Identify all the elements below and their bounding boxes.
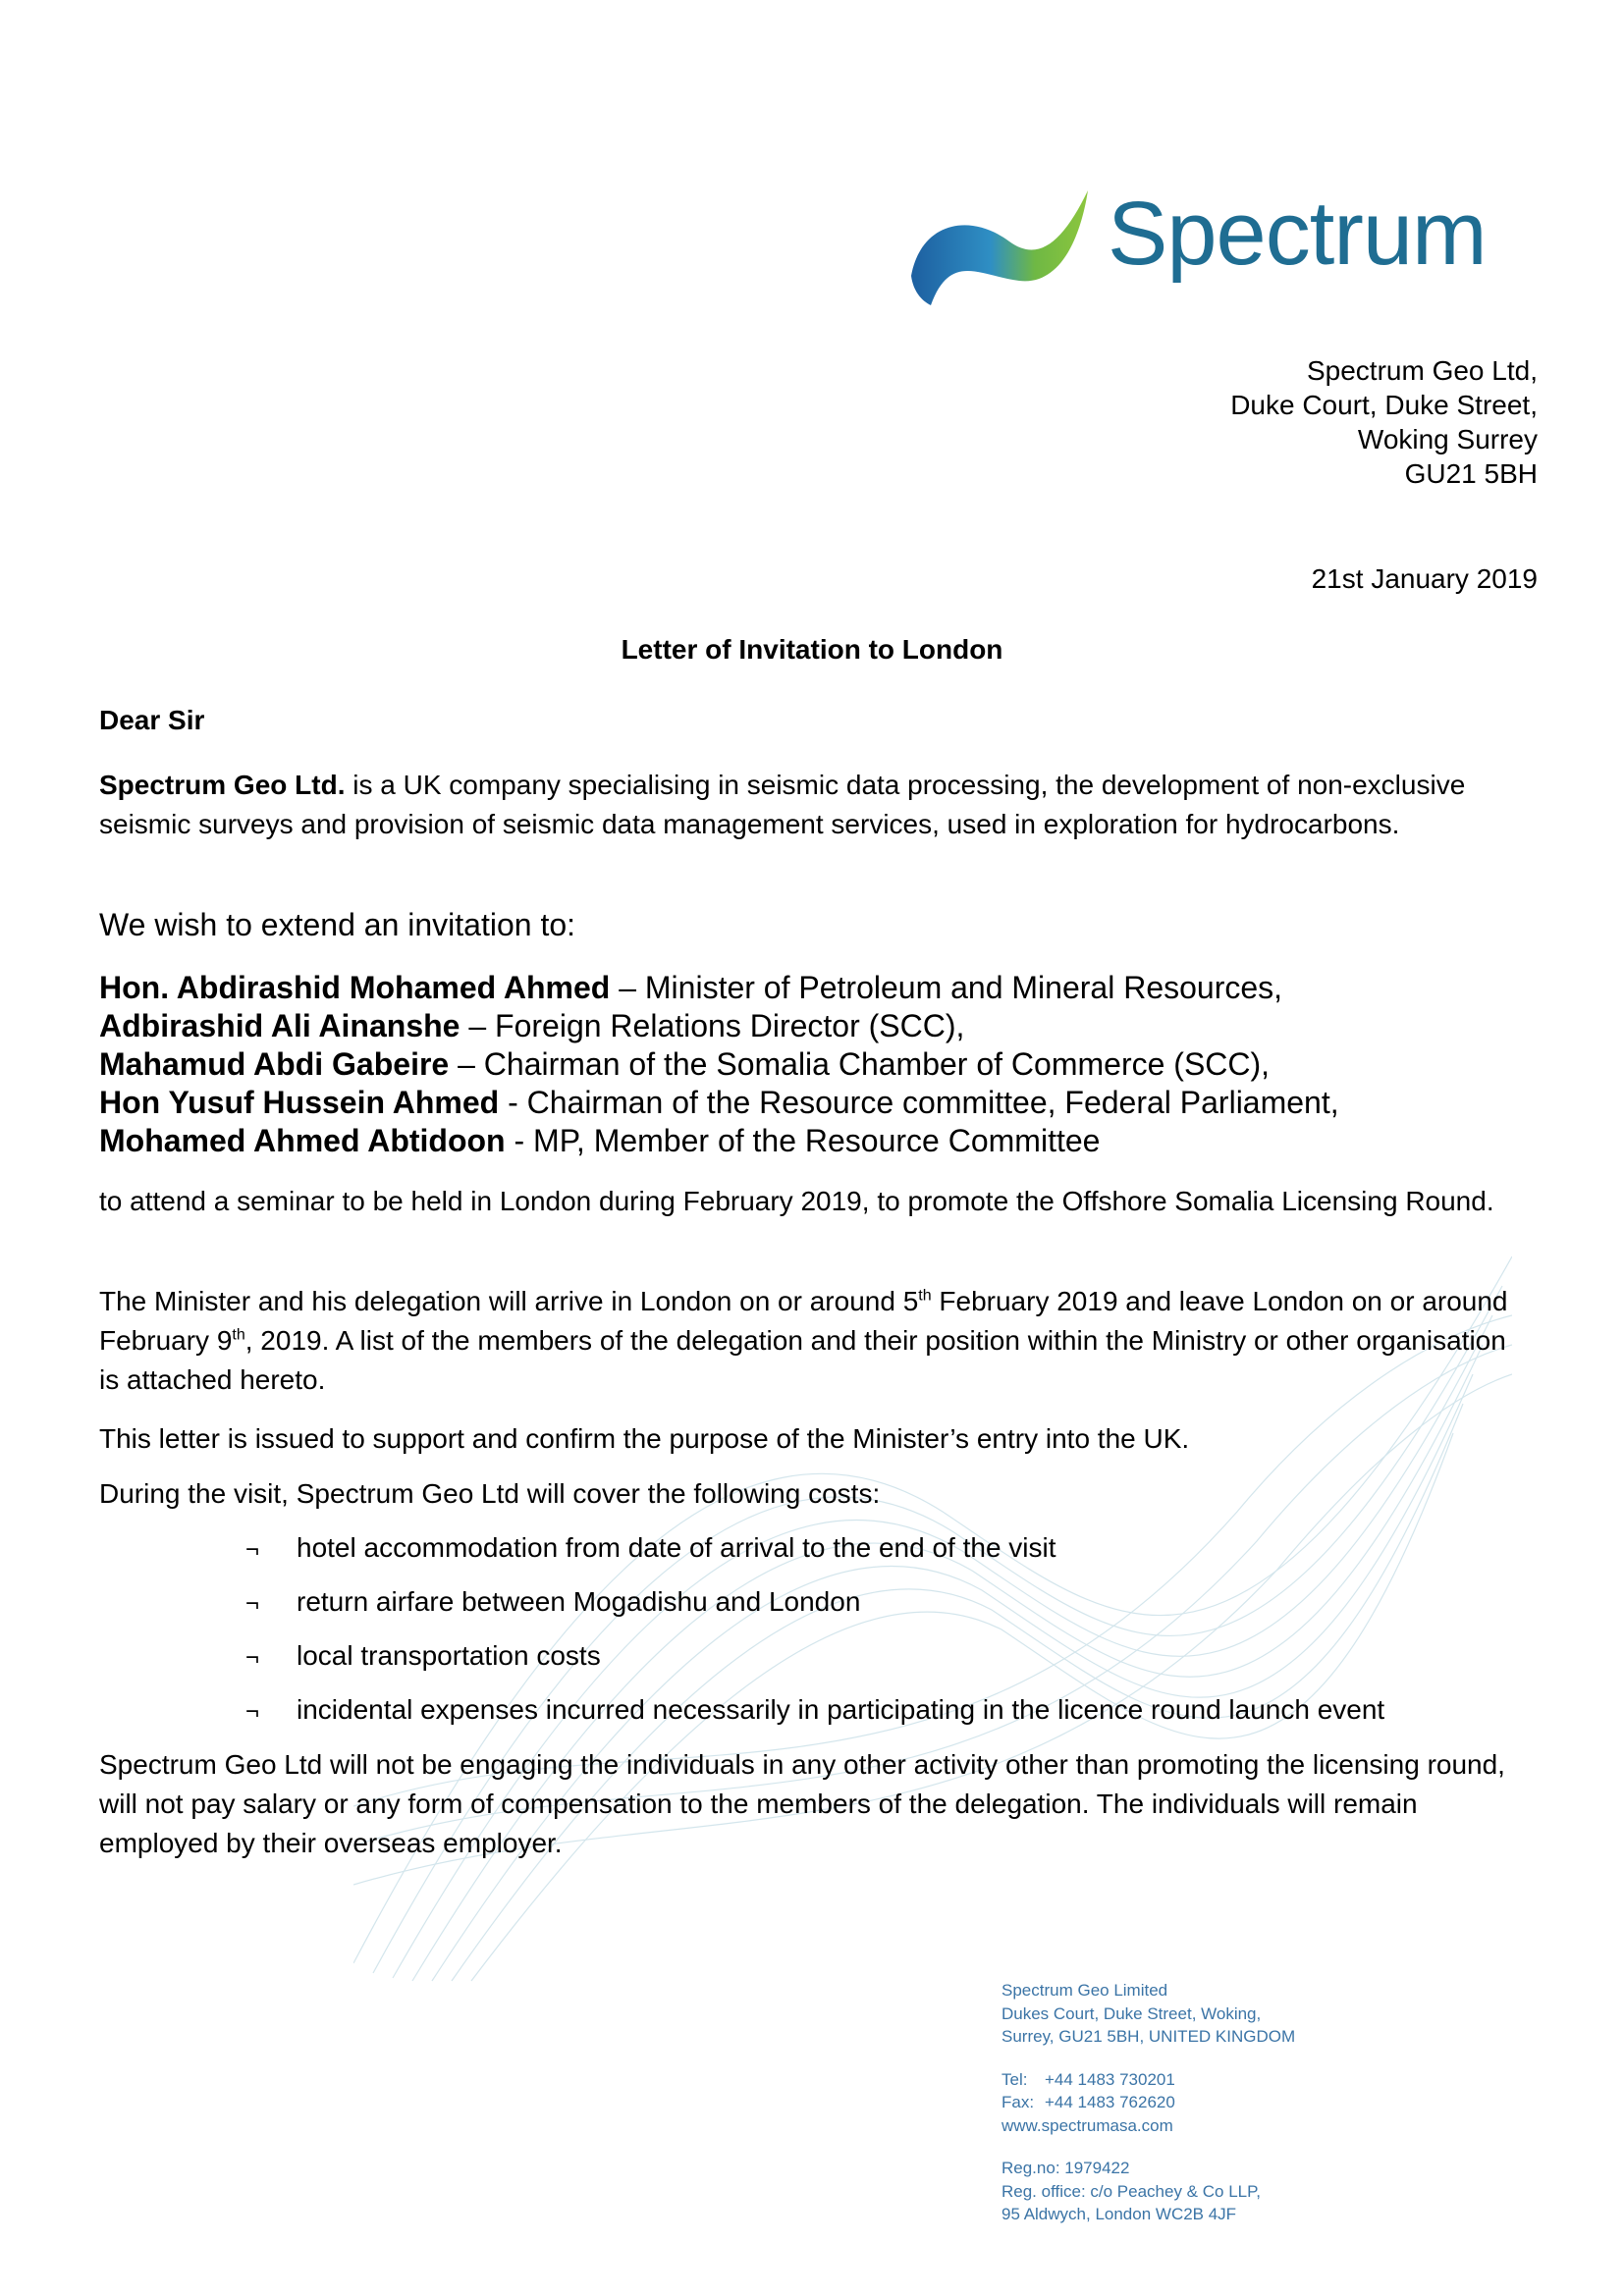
letter-date: 21st January 2019 bbox=[1311, 563, 1538, 594]
logo-wordmark: Spectrum bbox=[1108, 184, 1487, 284]
bullet-icon: ¬ bbox=[245, 1698, 260, 1725]
cost-text: incidental expenses incurred necessarily in participating in the licence round launch event bbox=[297, 1694, 1385, 1725]
invitee-name: Hon Yusuf Hussein Ahmed bbox=[99, 1085, 500, 1120]
ordinal-suffix: th bbox=[918, 1287, 932, 1305]
address-line: GU21 5BH bbox=[1404, 458, 1538, 489]
invitee-list bbox=[99, 969, 1339, 1160]
invitee bbox=[99, 1007, 1339, 1045]
address-line: Woking Surrey bbox=[1357, 424, 1538, 454]
letter-title: Letter of Invitation to London bbox=[621, 634, 1003, 665]
bullet-icon: ¬ bbox=[245, 1536, 260, 1563]
invitee-role: – Minister of Petroleum and Mineral Resources, bbox=[610, 970, 1283, 1005]
invitee-role: – Chairman of the Somalia Chamber of Commerce (SCC), bbox=[449, 1046, 1271, 1082]
address-line: Duke Court, Duke Street, bbox=[1230, 390, 1538, 420]
company-footer bbox=[1001, 1979, 1295, 2226]
bullet-icon: ¬ bbox=[245, 1644, 260, 1671]
invitee-name: Mahamud Abdi Gabeire bbox=[99, 1046, 450, 1082]
invitee-name: Hon. Abdirashid Mohamed Ahmed bbox=[99, 970, 611, 1005]
intro-text: is a UK company specialising in seismic data processing, the development of non-exclusive seismic surveys and provision of seismic data management services, used in exploration for hydrocarbons. bbox=[99, 770, 1466, 839]
sender-address bbox=[1230, 353, 1538, 491]
invitee bbox=[99, 1122, 1339, 1160]
closing-paragraph: Spectrum Geo Ltd will not be engaging the individuals in any other activity other than promoting the licensing round, will not pay salary or any form of compensation to the members of the delegation. The individuals will remain employed by their overseas employer. bbox=[99, 1749, 1505, 1858]
footer-reg-no: Reg.no: 1979422 bbox=[1001, 2159, 1130, 2177]
invitee-role: - MP, Member of the Resource Committee bbox=[505, 1123, 1101, 1158]
invitee-role: - Chairman of the Resource committee, Federal Parliament, bbox=[499, 1085, 1339, 1120]
tel-number: +44 1483 730201 bbox=[1045, 2069, 1175, 2089]
footer-website: www.spectrumasa.com bbox=[1001, 2115, 1173, 2135]
ordinal-suffix: th bbox=[232, 1326, 245, 1344]
footer-address-line: Surrey, GU21 5BH, UNITED KINGDOM bbox=[1001, 2027, 1296, 2046]
company-name: Spectrum Geo Ltd. bbox=[99, 770, 346, 800]
company-logo bbox=[901, 183, 1487, 310]
invitee bbox=[99, 1045, 1339, 1084]
purpose-paragraph: to attend a seminar to be held in London during February 2019, to promote the Offshore Somalia Licensing Round. bbox=[99, 1186, 1494, 1216]
tel-label: Tel: bbox=[1001, 2069, 1028, 2089]
support-paragraph: This letter is issued to support and confirm the purpose of the Minister’s entry into the UK. bbox=[99, 1423, 1190, 1454]
invitee bbox=[99, 1084, 1339, 1122]
footer-address-line: Dukes Court, Duke Street, Woking, bbox=[1001, 2003, 1262, 2023]
cost-text: local transportation costs bbox=[297, 1640, 601, 1671]
arrival-text: The Minister and his delegation will arrive in London on or around 5 bbox=[99, 1286, 919, 1316]
fax-label: Fax: bbox=[1001, 2093, 1035, 2111]
invitee-name: Adbirashid Ali Ainanshe bbox=[99, 1008, 460, 1043]
invitation-intro: We wish to extend an invitation to: bbox=[99, 907, 576, 942]
footer-tel bbox=[1001, 2068, 1295, 2092]
invitee-name: Mohamed Ahmed Abtidoon bbox=[99, 1123, 506, 1158]
invitee bbox=[99, 969, 1339, 1007]
footer-fax bbox=[1001, 2091, 1295, 2114]
wave-logo-icon bbox=[901, 183, 1098, 310]
address-line: Spectrum Geo Ltd, bbox=[1306, 355, 1538, 386]
bullet-icon: ¬ bbox=[245, 1590, 260, 1617]
footer-reg-address: 95 Aldwych, London WC2B 4JF bbox=[1001, 2205, 1237, 2223]
invitee-role: – Foreign Relations Director (SCC), bbox=[460, 1008, 965, 1043]
footer-reg-office: Reg. office: c/o Peachey & Co LLP, bbox=[1001, 2181, 1261, 2201]
salutation: Dear Sir bbox=[99, 705, 205, 735]
cost-text: return airfare between Mogadishu and London bbox=[297, 1586, 861, 1617]
cost-text: hotel accommodation from date of arrival to the end of the visit bbox=[297, 1532, 1056, 1563]
intro-paragraph bbox=[99, 766, 1533, 844]
footer-company: Spectrum Geo Limited bbox=[1001, 1981, 1168, 2000]
arrival-paragraph bbox=[99, 1282, 1533, 1400]
costs-intro: During the visit, Spectrum Geo Ltd will cover the following costs: bbox=[99, 1478, 881, 1509]
arrival-text: , 2019. A list of the members of the delegation and their position within the Ministry or other organisation is attached hereto. bbox=[99, 1325, 1506, 1395]
arrival-text: February 2019 and leave London on or around February 9 bbox=[99, 1286, 1508, 1356]
fax-number: +44 1483 762620 bbox=[1045, 2093, 1175, 2111]
